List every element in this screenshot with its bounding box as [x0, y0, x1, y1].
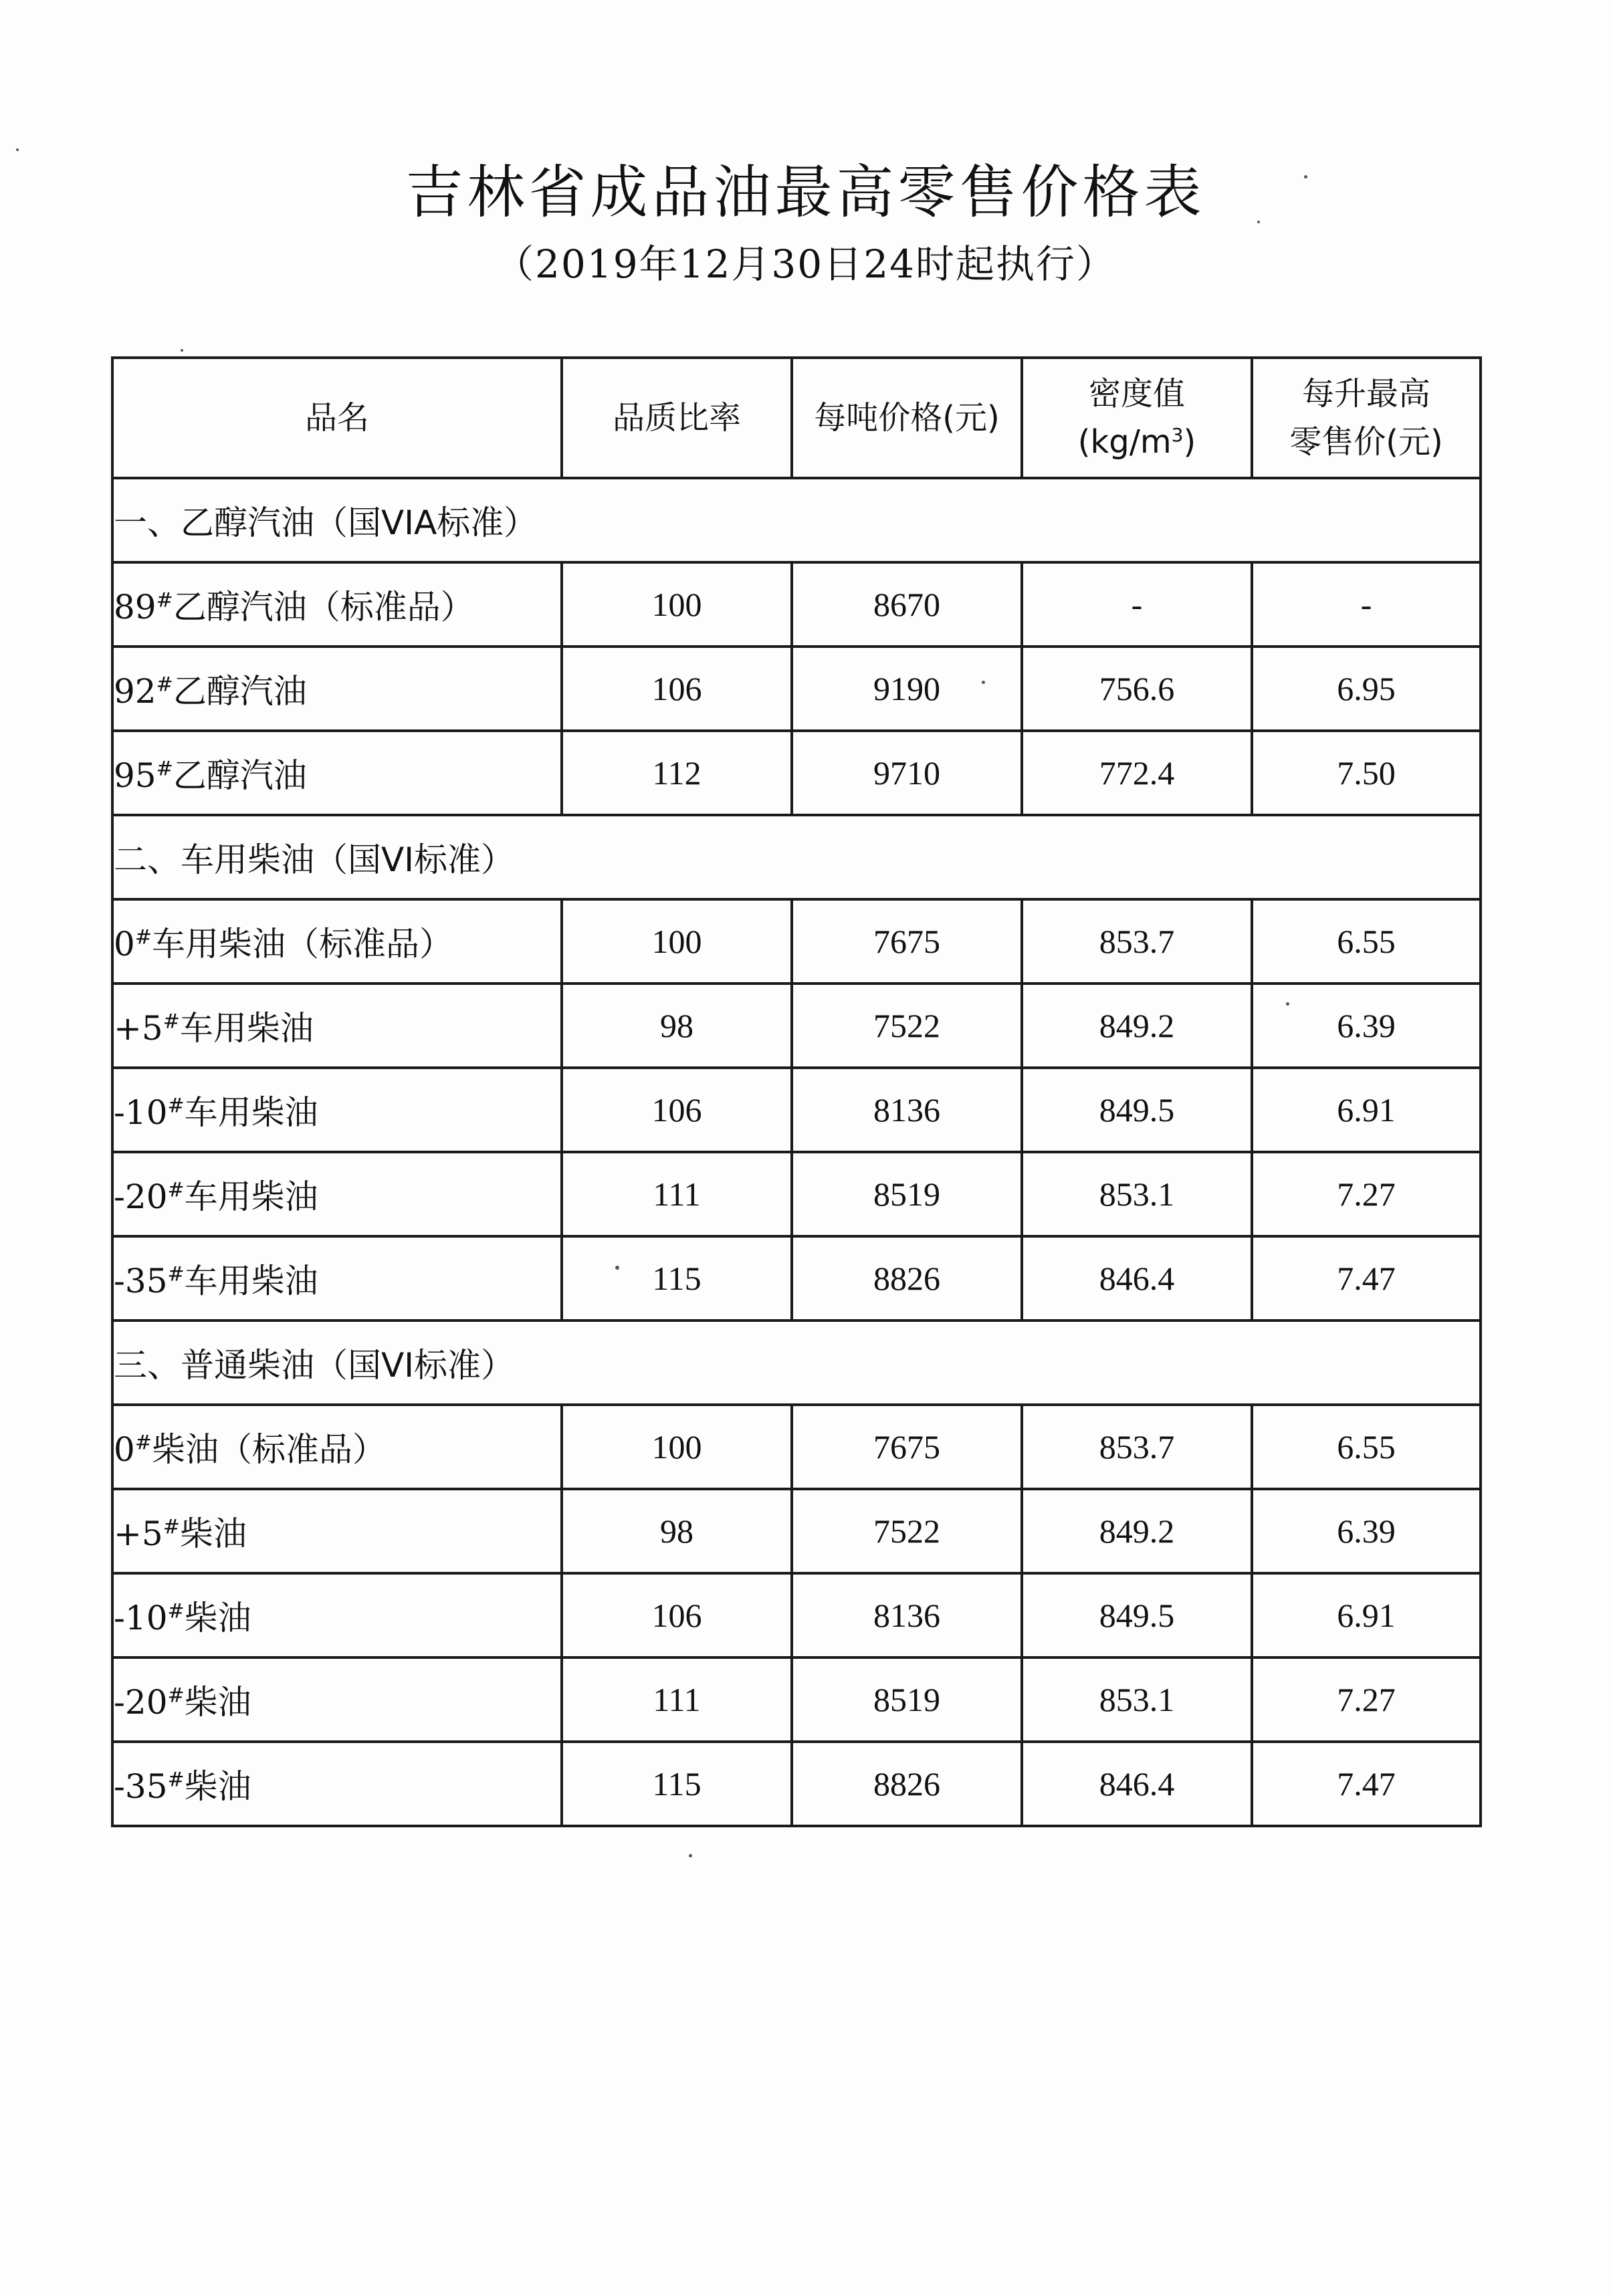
density-cell: 849.2 [1022, 1489, 1252, 1573]
table-row [112, 647, 1481, 731]
density-cell: 846.4 [1022, 1236, 1252, 1321]
section-heading: 三、普通柴油（国VI标准） [112, 1321, 1481, 1405]
scan-speck [1257, 221, 1260, 223]
product-grade: +5 [114, 1009, 163, 1048]
density-cell: 849.5 [1022, 1068, 1252, 1152]
retail-price-cell: 7.47 [1252, 1236, 1481, 1321]
scan-speck [181, 349, 183, 352]
table-row [112, 1657, 1481, 1742]
product-name-cell [112, 562, 562, 647]
product-name-cell [112, 1236, 562, 1321]
table-header-row [112, 358, 1481, 478]
quality-ratio-cell: 111 [562, 1657, 792, 1742]
header-quality-ratio: 品质比率 [562, 358, 792, 478]
retail-price-cell: - [1252, 562, 1481, 647]
scan-speck [982, 681, 985, 684]
density-unit-close: ) [1183, 423, 1196, 461]
product-grade: -10 [114, 1093, 168, 1132]
price-per-ton-cell: 7522 [792, 984, 1022, 1068]
density-unit-text: (kg/m [1077, 423, 1172, 461]
density-cell: 853.7 [1022, 899, 1252, 984]
price-per-ton-cell: 9190 [792, 647, 1022, 731]
header-density-label: 密度值 [1088, 375, 1185, 413]
grade-mark: # [163, 1515, 180, 1539]
product-name-cell [112, 1489, 562, 1573]
product-name: 乙醇汽油（标准品） [173, 588, 474, 626]
table-row [112, 1236, 1481, 1321]
quality-ratio-cell: 115 [562, 1236, 792, 1321]
retail-price-cell: 6.91 [1252, 1068, 1481, 1152]
product-name-cell [112, 1152, 562, 1236]
grade-mark: # [156, 673, 173, 697]
grade-mark: # [156, 588, 173, 612]
product-grade: -20 [114, 1683, 168, 1722]
retail-price-cell: 7.47 [1252, 1742, 1481, 1826]
grade-mark: # [167, 1178, 185, 1202]
header-retail-line1: 每升最高 [1301, 375, 1430, 413]
scan-speck [16, 148, 19, 151]
table-row [112, 899, 1481, 984]
product-name: 车用柴油 [184, 1177, 318, 1216]
density-cell: 849.2 [1022, 984, 1252, 1068]
scan-speck [615, 1266, 619, 1270]
table-row [112, 562, 1481, 647]
product-grade: -10 [114, 1599, 168, 1637]
retail-price-cell: 6.95 [1252, 647, 1481, 731]
density-cell: 849.5 [1022, 1573, 1252, 1657]
price-per-ton-cell: 8670 [792, 562, 1022, 647]
quality-ratio-cell: 115 [562, 1742, 792, 1826]
retail-price-cell: 7.27 [1252, 1152, 1481, 1236]
quality-ratio-cell: 100 [562, 1405, 792, 1489]
retail-price-cell: 7.50 [1252, 731, 1481, 815]
density-cell: 756.6 [1022, 647, 1252, 731]
product-name-cell [112, 1573, 562, 1657]
product-grade: +5 [114, 1514, 163, 1553]
quality-ratio-cell: 98 [562, 984, 792, 1068]
header-density [1022, 358, 1252, 478]
product-name-cell [112, 1405, 562, 1489]
quality-ratio-cell: 106 [562, 647, 792, 731]
density-cell: 853.7 [1022, 1405, 1252, 1489]
table-row [112, 731, 1481, 815]
product-name: 柴油 [179, 1514, 247, 1553]
product-name-cell [112, 899, 562, 984]
table-body [112, 478, 1481, 1826]
product-name: 柴油 [184, 1683, 251, 1722]
price-per-ton-cell: 8136 [792, 1573, 1022, 1657]
quality-ratio-cell: 111 [562, 1152, 792, 1236]
table-row [112, 984, 1481, 1068]
product-grade: 89 [114, 588, 156, 626]
price-per-ton-cell: 9710 [792, 731, 1022, 815]
product-name: 柴油（标准品） [151, 1430, 386, 1469]
density-cell: 772.4 [1022, 731, 1252, 815]
quality-ratio-cell: 106 [562, 1573, 792, 1657]
header-density-unit [1023, 418, 1251, 466]
quality-ratio-cell: 106 [562, 1068, 792, 1152]
product-name-cell [112, 647, 562, 731]
price-per-ton-cell: 7675 [792, 1405, 1022, 1489]
product-grade: -35 [114, 1767, 168, 1806]
grade-mark: # [167, 1768, 185, 1792]
grade-mark: # [134, 925, 152, 949]
grade-mark: # [167, 1684, 185, 1708]
product-grade: 0 [114, 1430, 135, 1469]
section-heading-row [112, 478, 1481, 562]
document-title: 吉林省成品油最高零售价格表 [405, 159, 1206, 226]
price-per-ton-cell: 8826 [792, 1236, 1022, 1321]
table-row [112, 1068, 1481, 1152]
product-name: 柴油 [184, 1599, 251, 1637]
product-grade: -20 [114, 1177, 168, 1216]
table-row [112, 1573, 1481, 1657]
grade-mark: # [156, 757, 173, 781]
header-price-per-ton: 每吨价格(元) [792, 358, 1022, 478]
grade-mark: # [167, 1599, 185, 1623]
retail-price-cell: 6.55 [1252, 1405, 1481, 1489]
scan-speck [1286, 1002, 1289, 1006]
header-retail-price [1252, 358, 1481, 478]
section-heading-row [112, 1321, 1481, 1405]
retail-price-cell: 7.27 [1252, 1657, 1481, 1742]
retail-price-cell: 6.91 [1252, 1573, 1481, 1657]
grade-mark: # [163, 1010, 180, 1034]
scan-speck [689, 1854, 692, 1857]
price-per-ton-cell: 8136 [792, 1068, 1022, 1152]
product-grade: 92 [114, 672, 156, 711]
quality-ratio-cell: 98 [562, 1489, 792, 1573]
table-row [112, 1742, 1481, 1826]
table-row [112, 1152, 1481, 1236]
product-grade: 0 [114, 925, 135, 963]
retail-price-cell: 6.39 [1252, 984, 1481, 1068]
price-per-ton-cell: 8519 [792, 1657, 1022, 1742]
quality-ratio-cell: 112 [562, 731, 792, 815]
product-grade: 95 [114, 756, 156, 795]
product-name: 乙醇汽油 [173, 672, 307, 711]
density-cell: 846.4 [1022, 1742, 1252, 1826]
retail-price-cell: 6.55 [1252, 899, 1481, 984]
price-per-ton-cell: 8519 [792, 1152, 1022, 1236]
quality-ratio-cell: 100 [562, 562, 792, 647]
retail-price-cell: 6.39 [1252, 1489, 1481, 1573]
product-name-cell [112, 1068, 562, 1152]
grade-mark: # [134, 1431, 152, 1455]
product-name: 车用柴油 [184, 1262, 318, 1300]
density-cell: 853.1 [1022, 1657, 1252, 1742]
quality-ratio-cell: 100 [562, 899, 792, 984]
price-per-ton-cell: 8826 [792, 1742, 1022, 1826]
price-table [111, 356, 1482, 1827]
header-retail-line2: 零售价(元) [1289, 423, 1443, 461]
product-name: 车用柴油 [184, 1093, 318, 1132]
section-heading-row [112, 815, 1481, 899]
price-per-ton-cell: 7522 [792, 1489, 1022, 1573]
product-name-cell [112, 1657, 562, 1742]
density-unit-superscript: 3 [1171, 424, 1184, 446]
section-heading: 二、车用柴油（国VI标准） [112, 815, 1481, 899]
density-cell: 853.1 [1022, 1152, 1252, 1236]
table-row [112, 1405, 1481, 1489]
header-name: 品名 [112, 358, 562, 478]
product-name-cell [112, 731, 562, 815]
product-name: 车用柴油 [179, 1009, 314, 1048]
price-per-ton-cell: 7675 [792, 899, 1022, 984]
product-name: 车用柴油（标准品） [151, 925, 453, 963]
table-row [112, 1489, 1481, 1573]
grade-mark: # [167, 1094, 185, 1118]
scan-speck [1304, 175, 1307, 179]
product-name: 乙醇汽油 [173, 756, 307, 795]
product-name: 柴油 [184, 1767, 251, 1806]
document-subtitle: （2019年12月30日24时起执行） [494, 241, 1116, 287]
product-name-cell [112, 984, 562, 1068]
grade-mark: # [167, 1262, 185, 1286]
section-heading: 一、乙醇汽油（国VIA标准） [112, 478, 1481, 562]
product-name-cell [112, 1742, 562, 1826]
product-grade: -35 [114, 1262, 168, 1300]
density-cell: - [1022, 562, 1252, 647]
